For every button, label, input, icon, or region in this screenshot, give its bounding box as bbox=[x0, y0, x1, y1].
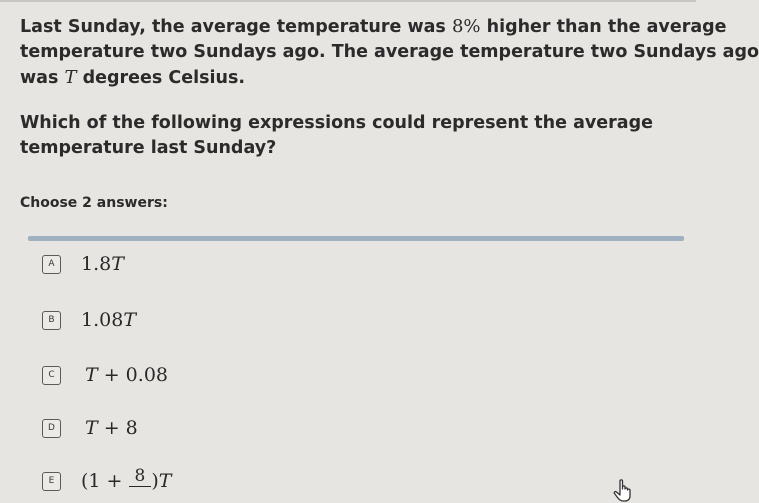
question-line-3: was T degrees Celsius. bbox=[20, 67, 246, 88]
choice-b[interactable] bbox=[36, 305, 136, 335]
choice-expression: 1.08T bbox=[81, 309, 136, 331]
choice-letter-badge: C bbox=[42, 366, 61, 385]
top-border bbox=[0, 0, 696, 2]
question-text bbox=[20, 14, 759, 161]
choice-e[interactable] bbox=[36, 466, 171, 496]
choice-d[interactable] bbox=[36, 413, 138, 443]
divider bbox=[28, 236, 684, 241]
choice-letter-badge: B bbox=[42, 311, 61, 330]
question-line-1: Last Sunday, the average temperature was 8% higher than the average bbox=[20, 16, 727, 37]
choice-expression: T + 0.08 bbox=[85, 364, 168, 386]
choice-a[interactable] bbox=[36, 249, 124, 279]
fraction: 8 bbox=[129, 466, 152, 487]
choice-letter-badge: A bbox=[42, 255, 61, 274]
choice-expression: 1.8T bbox=[81, 253, 124, 275]
choice-expression: (1 + 8 )T bbox=[81, 465, 172, 492]
question-line-2: temperature two Sundays ago. The average temperature two Sundays ago bbox=[20, 42, 759, 62]
choice-letter-badge: E bbox=[42, 472, 61, 491]
instructions: Choose 2 answers: bbox=[20, 195, 168, 211]
question-line-4: Which of the following expressions could represent the average bbox=[20, 113, 654, 133]
choice-letter-badge: D bbox=[42, 419, 61, 438]
question-line-5: temperature last Sunday? bbox=[20, 138, 277, 158]
choice-c[interactable] bbox=[36, 360, 168, 390]
choice-expression: T + 8 bbox=[85, 417, 138, 439]
hand-pointer-icon bbox=[611, 477, 637, 503]
